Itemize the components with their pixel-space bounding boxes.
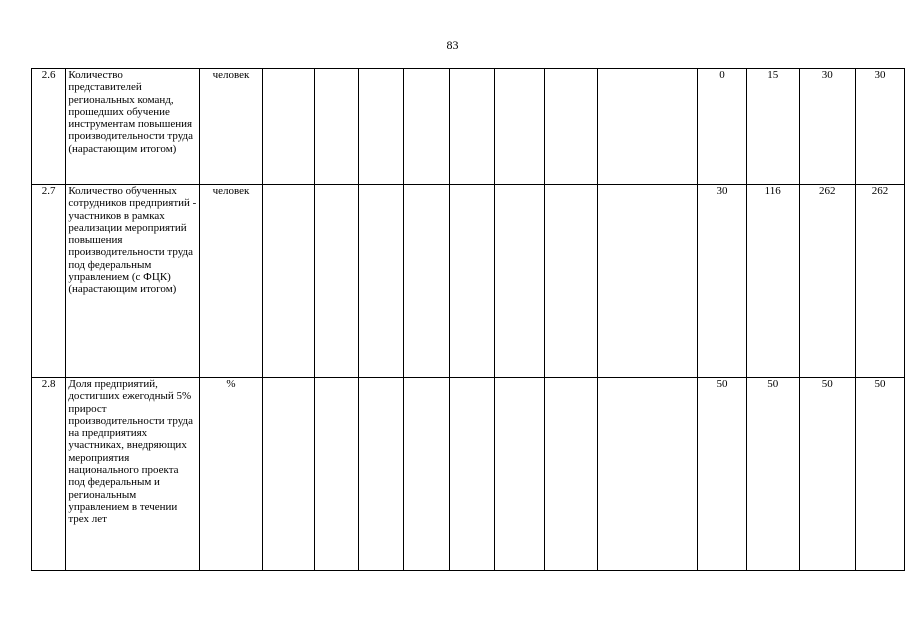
value-cell	[598, 69, 698, 185]
value-cell: 0	[698, 69, 747, 185]
indicators-table	[31, 68, 905, 571]
value-cell	[403, 185, 449, 378]
table-row	[32, 185, 905, 378]
value-cell: 116	[746, 185, 799, 378]
value-cell	[598, 185, 698, 378]
value-cell	[359, 378, 403, 571]
indicator-name: Количество обученных сотрудников предприятий - участников в рамках реализации мероприятий повышения производительности труда под федеральным управлением (с ФЦК) (нарастающим итогом)	[66, 185, 200, 378]
value-cell	[403, 69, 449, 185]
row-number: 2.8	[32, 378, 66, 571]
value-cell: 30	[799, 69, 856, 185]
page-number: 83	[446, 38, 459, 52]
value-cell	[315, 69, 359, 185]
value-cell: 15	[746, 69, 799, 185]
indicator-name: Доля предприятий, достигших ежегодный 5% прирост производительности труда на предприятиях участниках, внедряющих мероприятия национального проекта под федеральным и региональным управлением в течении трех лет	[66, 378, 200, 571]
value-cell	[315, 185, 359, 378]
value-cell	[449, 378, 494, 571]
value-cell: 50	[856, 378, 905, 571]
value-cell	[545, 378, 598, 571]
value-cell	[598, 378, 698, 571]
table-row	[32, 378, 905, 571]
value-cell: 30	[856, 69, 905, 185]
row-number: 2.6	[32, 69, 66, 185]
value-cell	[495, 378, 545, 571]
unit-cell: человек	[199, 69, 262, 185]
value-cell	[263, 378, 315, 571]
value-cell	[545, 185, 598, 378]
value-cell: 50	[746, 378, 799, 571]
unit-cell: человек	[199, 185, 262, 378]
value-cell: 262	[856, 185, 905, 378]
value-cell	[495, 69, 545, 185]
unit-cell: %	[199, 378, 262, 571]
row-number: 2.7	[32, 185, 66, 378]
value-cell	[449, 185, 494, 378]
value-cell	[263, 185, 315, 378]
value-cell: 262	[799, 185, 856, 378]
value-cell	[263, 69, 315, 185]
value-cell	[403, 378, 449, 571]
value-cell	[449, 69, 494, 185]
value-cell	[359, 185, 403, 378]
value-cell: 50	[799, 378, 856, 571]
value-cell	[545, 69, 598, 185]
value-cell: 50	[698, 378, 747, 571]
value-cell	[359, 69, 403, 185]
value-cell	[495, 185, 545, 378]
table-row	[32, 69, 905, 185]
indicator-name: Количество представителей региональных команд, прошедших обучение инструментам повышения производительности труда (нарастающим итогом)	[66, 69, 200, 185]
value-cell	[315, 378, 359, 571]
value-cell: 30	[698, 185, 747, 378]
